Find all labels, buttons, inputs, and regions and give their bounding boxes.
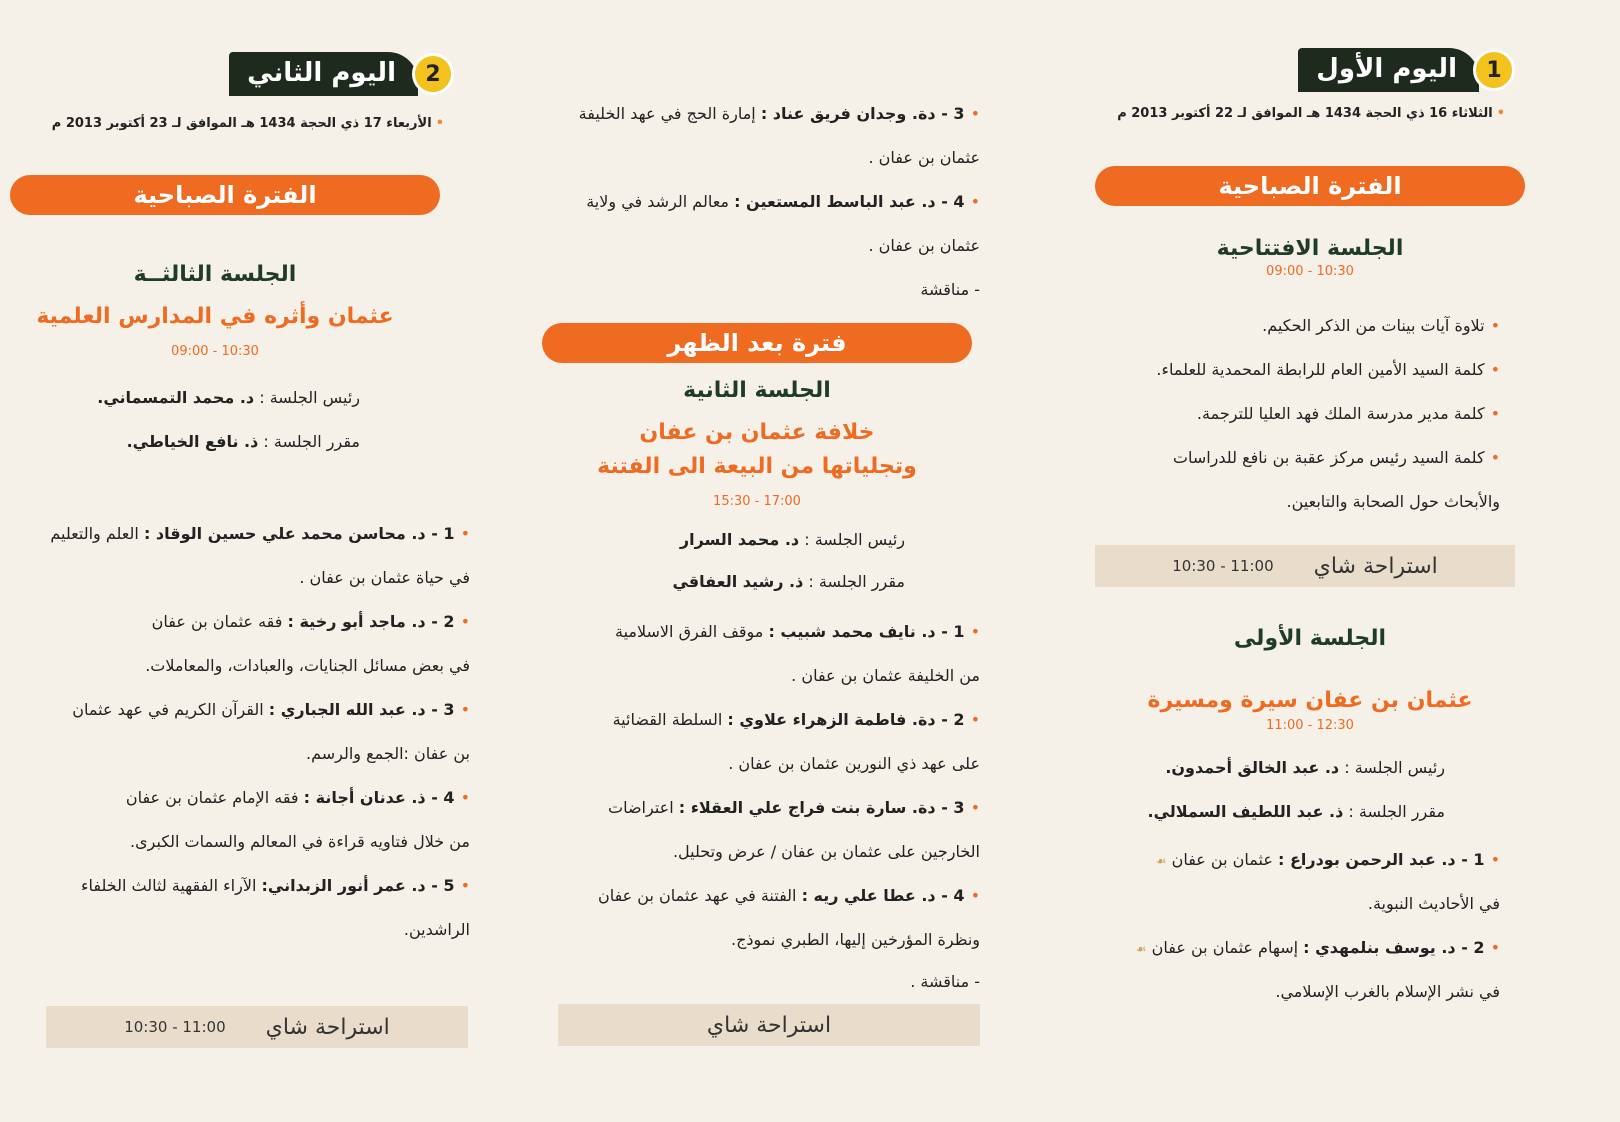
session3-talk-1-cont: في حياة عثمان بن عفان . (299, 568, 470, 587)
day1-number-badge: 1 (1473, 49, 1515, 91)
session3-title: الجلسة الثالثــة (133, 262, 297, 287)
session1-talk-1: •1 - د. عبد الرحمن بودراع : عثمان بن عفان ☙ (1155, 850, 1500, 869)
session2-time: 15:30 - 17:00 (713, 494, 801, 509)
day1-column (1095, 0, 1595, 1122)
tea-break-time: 10:30 - 11:00 (1172, 557, 1274, 575)
day2-number-badge: 2 (412, 53, 454, 95)
session3-talk-4: •4 - ذ. عدنان أجانة : فقه الإمام عثمان بن عفان (125, 788, 470, 807)
mid-talk-3-cont: عثمان بن عفان . (868, 148, 980, 167)
opening-item-3: •كلمة مدير مدرسة الملك فهد العليا للترجمة. (1196, 404, 1500, 423)
session2-talk-3-cont: الخارجين على عثمان بن عفان / عرض وتحليل. (672, 842, 980, 861)
day1-tea-break (1095, 545, 1515, 587)
day2-column (10, 0, 480, 1122)
afternoon-bar: فترة بعد الظهر (542, 323, 972, 363)
tea-break-label: استراحة شاي (706, 1012, 832, 1038)
session3-talk-1: •1 - د. محاسن محمد علي حسين الوقاد : العلم والتعليم (50, 524, 470, 543)
honorific-icon: ☙ (1135, 942, 1147, 956)
session1-title: الجلسة الأولى (1233, 626, 1387, 651)
day2-header (229, 52, 454, 96)
session3-rapporteur: مقرر الجلسة : ذ. نافع الخياطي. (126, 432, 360, 451)
session2-talk-2-cont: على عهد ذي النورين عثمان بن عفان . (728, 754, 980, 773)
session1-talk-2-cont: في نشر الإسلام بالغرب الإسلامي. (1275, 982, 1500, 1001)
opening-item-4-cont: والأبحاث حول الصحابة والتابعين. (1286, 492, 1500, 511)
session3-time: 09:00 - 10:30 (171, 344, 259, 359)
session2-discussion: - مناقشة . (910, 972, 980, 991)
mid-talk-4-cont: عثمان بن عفان . (868, 236, 980, 255)
day1-label: اليوم الأول (1298, 48, 1479, 92)
day2-morning-bar: الفترة الصباحية (10, 175, 440, 215)
opening-item-4: •كلمة السيد رئيس مركز عقبة بن نافع للدراسات (1172, 448, 1500, 467)
session3-talk-5-cont: الراشدين. (403, 920, 470, 939)
session1-talk-2: •2 - د. يوسف بنلمهدي : إسهام عثمان بن عفان ☙ (1135, 938, 1500, 957)
day1-date: •الثلاثاء 16 ذي الحجة 1434 هـ الموافق لـ 22 أكتوبر 2013 م (1117, 106, 1505, 121)
session2-chair: رئيس الجلسة : د. محمد السرار (679, 530, 905, 549)
session2-subtitle-1: خلافة عثمان بن عفان (639, 420, 875, 445)
day1-morning-bar: الفترة الصباحية (1095, 166, 1525, 206)
session3-chair: رئيس الجلسة : د. محمد التمسماني. (97, 388, 360, 407)
session2-talk-4: •4 - د. عطا علي ريه : الفتنة في عهد عثمان بن عفان (597, 886, 980, 905)
mid-tea-break (558, 1004, 980, 1046)
session3-subtitle: عثمان وأثره في المدارس العلمية (36, 304, 394, 329)
session2-subtitle-2: وتجلياتها من البيعة الى الفتنة (597, 454, 917, 479)
mid-talk-3: •3 - دة. وجدان فريق عناد : إمارة الحج في عهد الخليفة (578, 104, 980, 123)
day2-tea-break (46, 1006, 468, 1048)
session1-subtitle: عثمان بن عفان سيرة ومسيرة (1147, 688, 1473, 713)
session3-talk-4-cont: من خلال فتاويه قراءة في المعالم والسمات الكبرى. (130, 832, 470, 851)
day2-label: اليوم الثاني (229, 52, 418, 96)
session3-talk-5: •5 - د. عمر أنور الزبداني: الآراء الفقهية لثالث الخلفاء (81, 876, 470, 895)
opening-session-title: الجلسة الافتتاحية (1216, 236, 1404, 261)
honorific-icon: ☙ (1155, 854, 1167, 868)
session2-talk-1-cont: من الخليفة عثمان بن عفان . (791, 666, 980, 685)
session2-talk-2: •2 - دة. فاطمة الزهراء علاوي : السلطة القضائية (612, 710, 980, 729)
opening-session-time: 09:00 - 10:30 (1266, 264, 1354, 279)
session3-talk-3: •3 - د. عبد الله الجباري : القرآن الكريم في عهد عثمان (72, 700, 470, 719)
day1-date-text: الثلاثاء 16 ذي الحجة 1434 هـ الموافق لـ 22 أكتوبر 2013 م (1117, 106, 1493, 121)
session2-rapporteur: مقرر الجلسة : ذ. رشيد العفاقي (672, 572, 905, 591)
session1-rapporteur: مقرر الجلسة : ذ. عبد اللطيف السملالي. (1147, 802, 1445, 821)
session1-time: 11:00 - 12:30 (1266, 718, 1354, 733)
tea-break-time: 10:30 - 11:00 (124, 1018, 226, 1036)
mid-talk-4: •4 - د. عبد الباسط المستعين : معالم الرشد في ولاية (586, 192, 980, 211)
session3-talk-2-cont: في بعض مسائل الجنايات، والعبادات، والمعاملات. (145, 656, 470, 675)
middle-column (560, 0, 1030, 1122)
day2-date: •الأربعاء 17 ذي الحجة 1434 هـ الموافق لـ 23 أكتوبر 2013 م (51, 116, 444, 131)
session1-chair: رئيس الجلسة : د. عبد الخالق أحمدون. (1165, 758, 1445, 777)
session2-talk-4-cont: ونظرة المؤرخين إليها، الطبري نموذج. (730, 930, 980, 949)
session1-talk-1-cont: في الأحاديث النبوية. (1367, 894, 1500, 913)
session3-talk-3-cont: بن عفان :الجمع والرسم. (306, 744, 470, 763)
day2-date-text: الأربعاء 17 ذي الحجة 1434 هـ الموافق لـ 23 أكتوبر 2013 م (51, 116, 432, 131)
opening-item-2: •كلمة السيد الأمين العام للرابطة المحمدية للعلماء. (1156, 360, 1500, 379)
mid-discussion-1: - مناقشة (920, 280, 980, 299)
day1-header (1298, 48, 1515, 92)
tea-break-label: استراحة شاي (265, 1014, 390, 1040)
session2-talk-3: •3 - دة. سارة بنت فراج علي العقلاء : اعتراضات (608, 798, 980, 817)
session2-talk-1: •1 - د. نايف محمد شبيب : موقف الفرق الاسلامية (614, 622, 980, 641)
session3-talk-2: •2 - د. ماجد أبو رخية : فقه عثمان بن عفان (151, 612, 470, 631)
tea-break-label: استراحة شاي (1313, 553, 1438, 579)
session2-title: الجلسة الثانية (683, 378, 831, 403)
opening-item-1: •تلاوة آيات بينات من الذكر الحكيم. (1262, 316, 1500, 335)
